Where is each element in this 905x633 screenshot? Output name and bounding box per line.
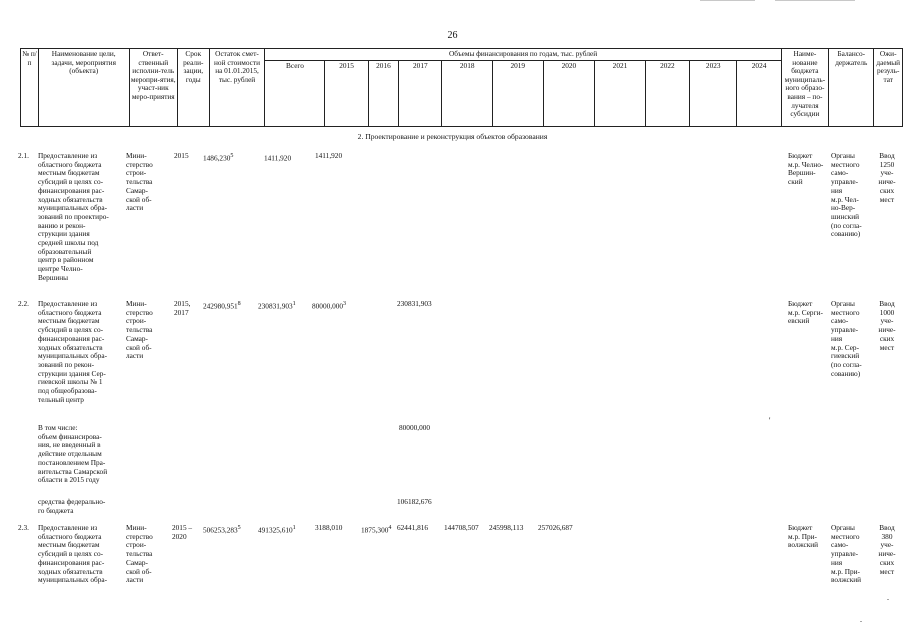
scan-mark bbox=[700, 0, 755, 1]
measure-name: Предоставление из областного бюджета местным бюджетам субсидий в целях со- финансирования рас- ходных обязательств муниципальных обра- зований по рекон- струкции здания Сер- гиевской школы № 1 под общеобразова- тельный центр bbox=[38, 299, 108, 404]
col-header-result: Ожи-даемый резуль-тат bbox=[874, 49, 903, 127]
amount-2015: 80000,000$^3$ bbox=[312, 301, 347, 311]
col-header-financing: Объемы финансирования по годам, тыс. рублей bbox=[265, 49, 781, 61]
term: 2015 bbox=[174, 151, 189, 160]
col-header-year: 2016 bbox=[368, 61, 399, 127]
col-header-name: Наименование цели, задачи, мероприятия (объекта) bbox=[38, 49, 129, 127]
col-header-num: № п/п bbox=[21, 49, 39, 127]
col-header-year: 2024 bbox=[737, 61, 781, 127]
sub-row-amount-2017: 106182,676 bbox=[397, 497, 432, 506]
sub-row-label: средства федерально- го бюджета bbox=[38, 497, 106, 515]
scan-speck: ' bbox=[769, 416, 771, 425]
executor: Мини- стерство строи- тельства Самар- ской об- ласти bbox=[126, 299, 153, 361]
executor: Мини- стерство строи- тельства Самар- ской об- ласти bbox=[126, 151, 153, 213]
amount-2016: 1875,300$^4$ bbox=[361, 525, 392, 535]
amount-2019: 245998,113 bbox=[489, 523, 524, 532]
total-amount: 230831,903$^1$ bbox=[258, 301, 296, 311]
budget-name: Бюджет м.р. Челно- Вершин- ский bbox=[788, 151, 824, 187]
measure-name: Предоставление из областного бюджета местным бюджетам субсидий в целях со- финансирования рас- ходных обязательств муниципальных обра- зований по проектиро- ванию и рекон- струкции здания средней школы под образовательный центр в районном центре Челно- Вершины bbox=[38, 151, 109, 282]
section-title: 2. Проектирование и реконструкция объектов образования bbox=[357, 132, 548, 141]
page-number: 26 bbox=[447, 30, 458, 41]
col-header-term: Срок реали-зации, годы bbox=[177, 49, 209, 127]
budget-name: Бюджет м.р. Серги- евский bbox=[788, 299, 823, 326]
sub-row-label: В том числе: объем финансирова- ния, не введенный в действие отдельным постановлением Пра- вительства Самарской области в 2015 году bbox=[38, 423, 108, 485]
row-number: 2.2. bbox=[18, 299, 29, 308]
col-header-total: Всего bbox=[265, 61, 325, 127]
total-amount: 491325,610$^1$ bbox=[258, 525, 296, 535]
sub-row-amount-2017: 80000,000 bbox=[399, 423, 431, 432]
measure-name: Предоставление из областного бюджета местным бюджетам субсидий в целях со- финансирования рас- ходных обязательств муниципальных обра- bbox=[38, 523, 108, 585]
scan-mark bbox=[775, 0, 855, 1]
col-header-year: 2021 bbox=[595, 61, 646, 127]
expected-result: Ввод 1000 уче- ниче- ских мест bbox=[878, 299, 896, 352]
col-header-budget: Наиме-нование бюджета муниципаль-ного образо-вания – по-лучателя субсидии bbox=[781, 49, 828, 127]
col-header-year: 2020 bbox=[543, 61, 595, 127]
balance: 1486,230$^5$ bbox=[203, 153, 234, 163]
header-table bbox=[20, 48, 903, 127]
amount-2017: 62441,816 bbox=[397, 523, 429, 532]
row-number: 2.1. bbox=[18, 151, 29, 160]
col-header-year: 2019 bbox=[492, 61, 543, 127]
col-header-holder: Балансо-держатель bbox=[829, 49, 874, 127]
total-amount: 1411,920 bbox=[264, 153, 292, 163]
balance-holder: Органы местного само- управле- ния м.р. Сер- гиевский (по согла- сованию) bbox=[831, 299, 862, 378]
balance-holder: Органы местного само- управле- ния м.р. Чел- но-Вер- шинский (по согла- сованию) bbox=[831, 151, 862, 239]
col-header-year: 2015 bbox=[325, 61, 368, 127]
scan-speck: . bbox=[887, 593, 889, 602]
balance: 242980,951$^8$ bbox=[203, 301, 241, 311]
amount-2020: 257026,687 bbox=[538, 523, 573, 532]
term: 2015, 2017 bbox=[174, 299, 191, 317]
executor: Мини- стерство строи- тельства Самар- ской об- ласти bbox=[126, 523, 153, 585]
row-number: 2.3. bbox=[18, 523, 29, 532]
amount-2017: 230831,903 bbox=[397, 299, 432, 308]
col-header-year: 2023 bbox=[690, 61, 737, 127]
scan-speck: . bbox=[860, 615, 862, 624]
col-header-balance: Остаток смет-ной стоимости на 01.01.2015, тыс. рублей bbox=[209, 49, 265, 127]
col-header-year: 2018 bbox=[442, 61, 493, 127]
budget-name: Бюджет м.р. При- волжский bbox=[788, 523, 819, 550]
col-header-year: 2022 bbox=[645, 61, 689, 127]
expected-result: Ввод 1250 уче- ниче- ских мест bbox=[878, 151, 896, 204]
expected-result: Ввод 380 уче- ниче- ских мест bbox=[878, 523, 896, 576]
amount-2015: 1411,920 bbox=[315, 151, 343, 160]
balance: 506253,283$^5$ bbox=[203, 525, 241, 535]
term: 2015 – 2020 bbox=[172, 523, 193, 541]
col-header-year: 2017 bbox=[399, 61, 442, 127]
amount-2018: 144708,507 bbox=[444, 523, 479, 532]
balance-holder: Органы местного само- управле- ния м.р. При- волжский bbox=[831, 523, 862, 585]
col-header-executor: Ответ-ственный исполни-тель меропри-ятия, участ-ник меро-приятия bbox=[129, 49, 177, 127]
amount-2015: 3188,010 bbox=[315, 523, 343, 532]
